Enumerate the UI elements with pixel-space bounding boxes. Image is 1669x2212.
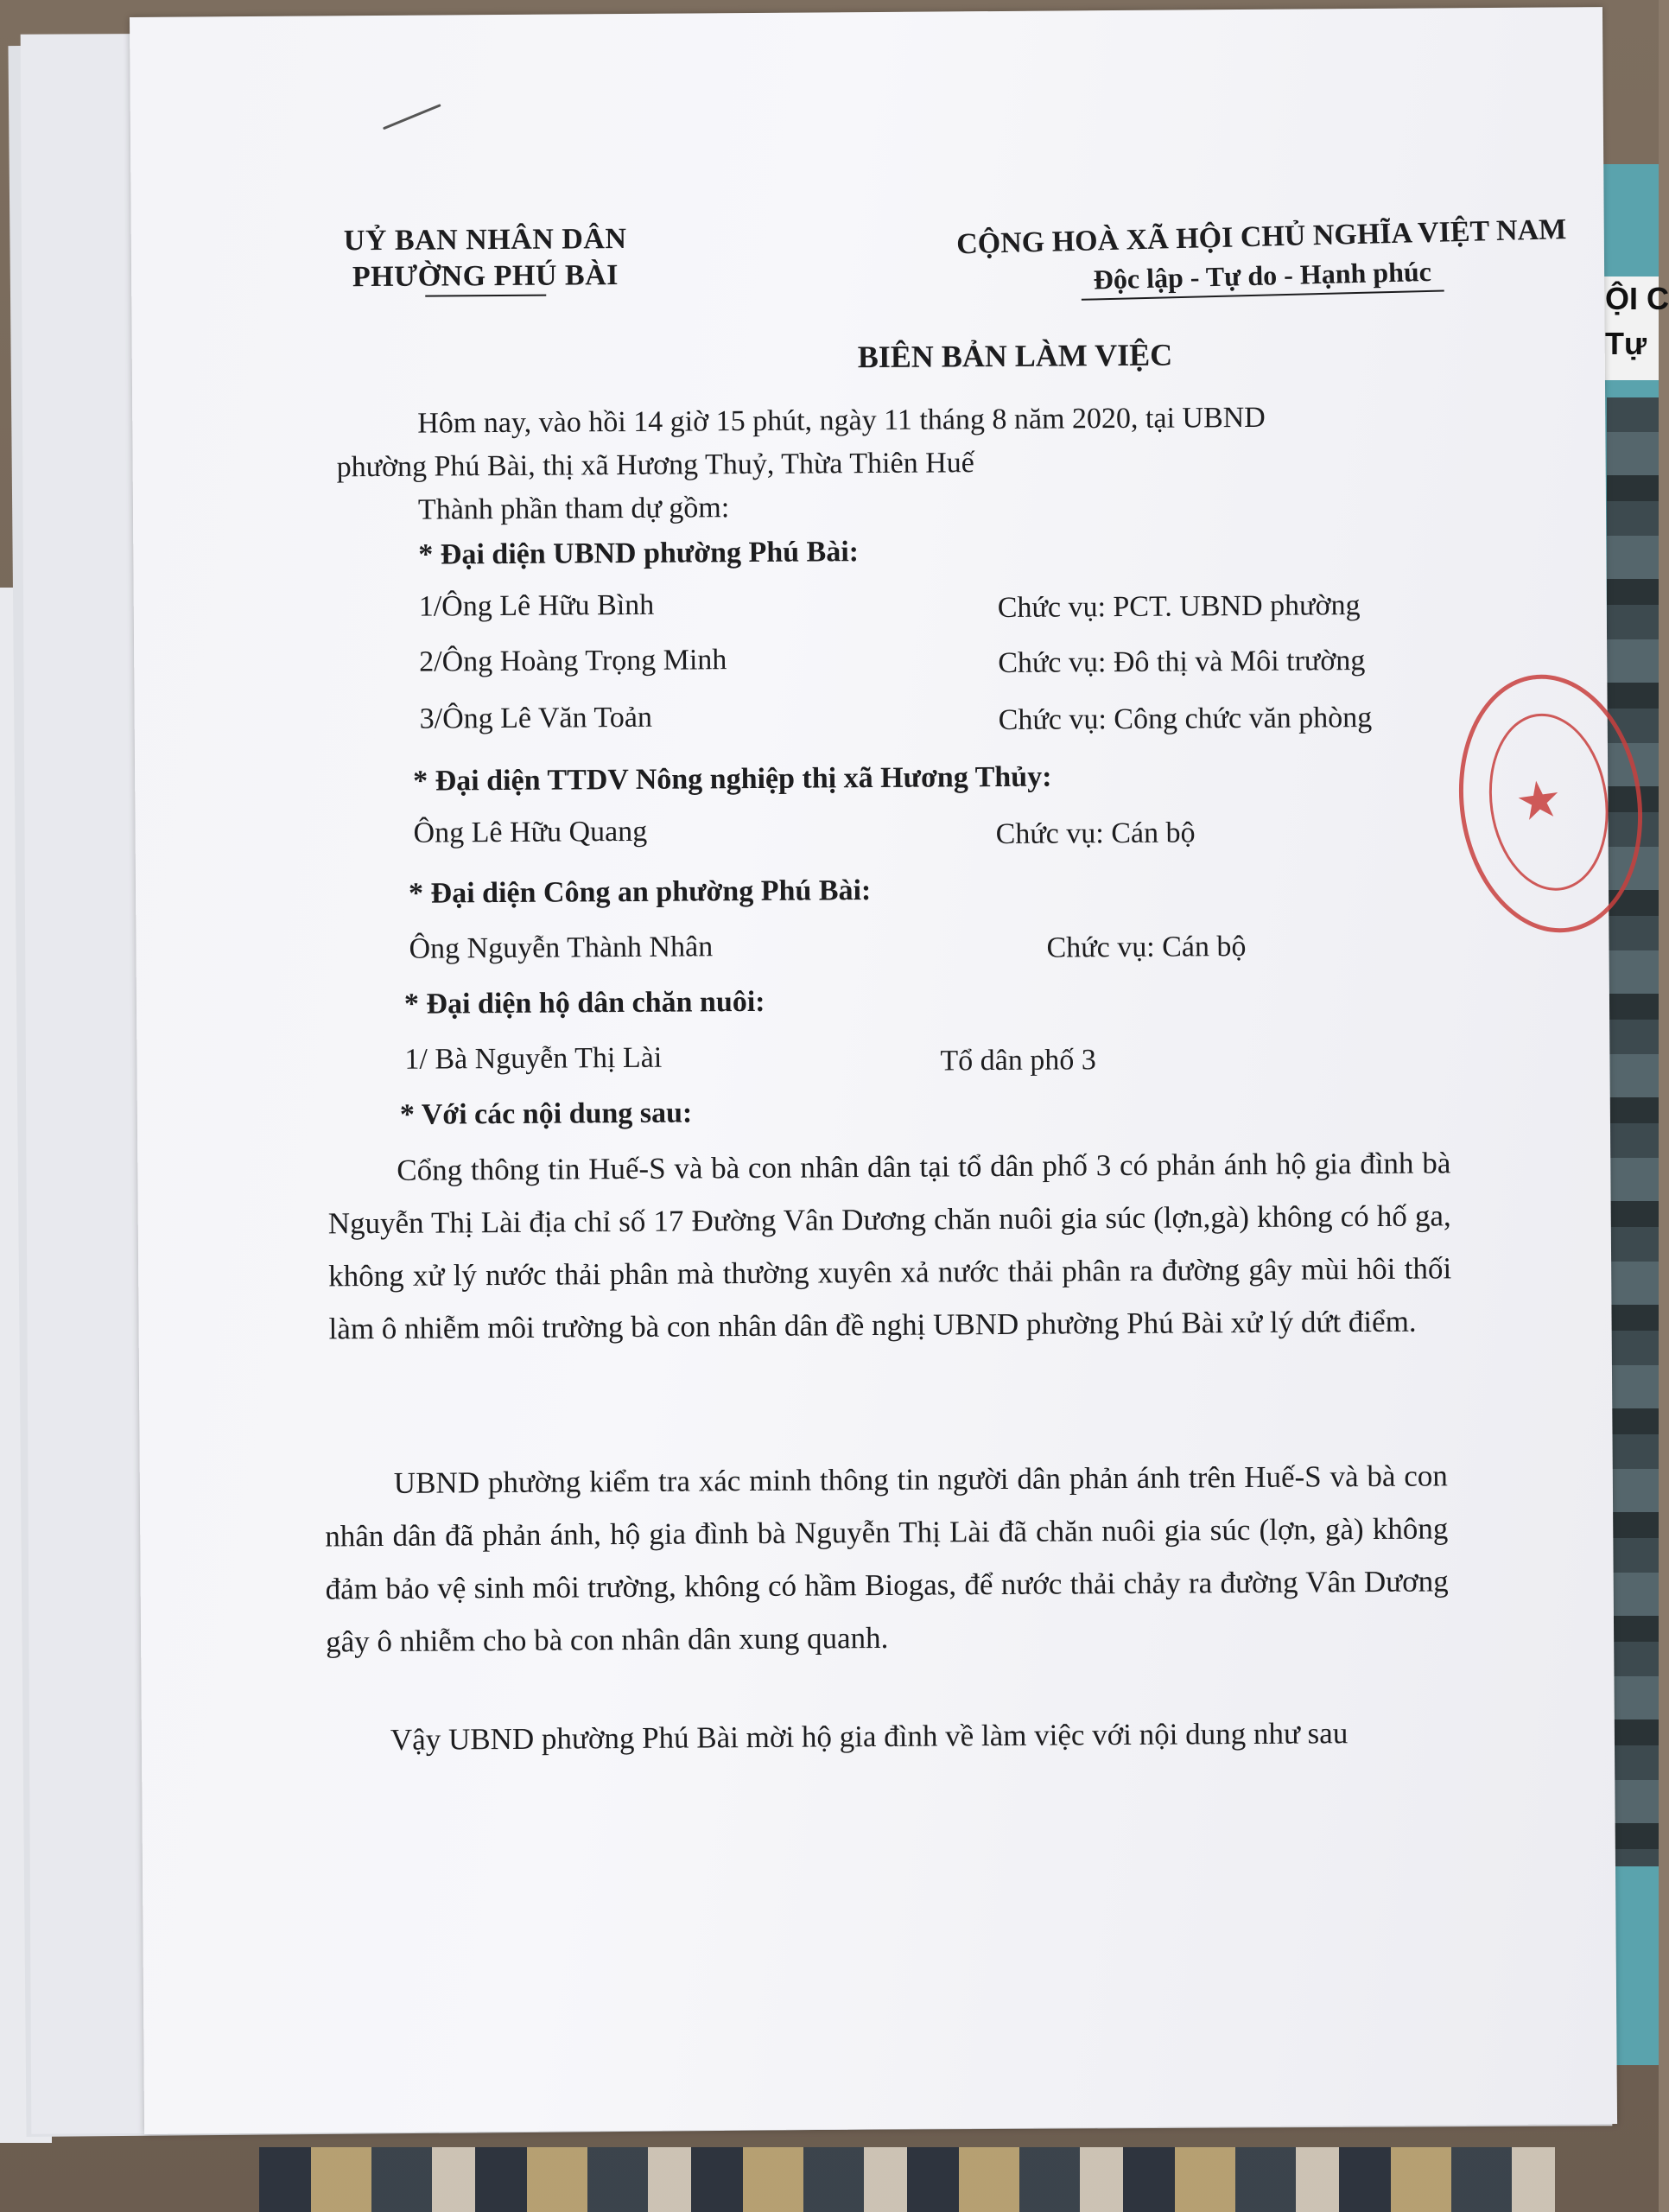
body-paragraph-2: UBND phường kiểm tra xác minh thông tin người dân phản ánh trên Huế-S và bà con nhân dân đã phản ánh, hộ gia đình bà Nguyễn Thị Lài đã chăn nuôi gia súc (lợn, gà) không đảm bảo vệ sinh môi trường, không có hầm Biogas, để nước thải chảy ra đường Vân Dương gây ô nhiễm cho bà con nhân dân xung quanh. xyxy=(325,1459,1449,1659)
member-role: Chức vụ: Cán bộ xyxy=(995,817,1196,851)
intro-line-1: Hôm nay, vào hồi 14 giờ 15 phút, ngày 11 tháng 8 năm 2020, tại UBND xyxy=(417,401,1266,440)
member-role: Chức vụ: Đô thị và Môi trường xyxy=(998,645,1366,679)
document-title: BIÊN BẢN LÀM VIỆC xyxy=(857,337,1173,375)
member-name: Ông Lê Hữu Quang xyxy=(413,815,648,849)
section-heading-noidung: * Với các nội dung sau: xyxy=(399,1096,693,1131)
issuing-authority: UỶ BAN NHÂN DÂN PHƯỜNG PHÚ BÀI xyxy=(344,221,627,297)
member-name: 2/Ông Hoàng Trọng Minh xyxy=(419,644,727,678)
member-role: Chức vụ: Công chức văn phòng xyxy=(998,701,1373,736)
body-paragraph-1: Cổng thông tin Huế-S và bà con nhân dân tại tổ dân phố 3 có phản ánh hộ gia đình bà Nguyễn Thị Lài địa chỉ số 17 Đường Vân Dương chăn nuôi gia súc (lợn,gà) không có hố ga, không xử lý nước thải phân mà thường xuyên xả nước thải phân ra đường gây mùi hôi thối làm ô nhiễm môi trường bà con nhân dân đề nghị UBND phường Phú Bài xử lý dứt điểm. xyxy=(327,1146,1452,1346)
section-heading-congan: * Đại diện Công an phường Phú Bài: xyxy=(408,874,872,910)
member-name: 1/ Bà Nguyễn Thị Lài xyxy=(404,1041,663,1076)
intro-line-3: Thành phần tham dự gồm: xyxy=(417,492,730,526)
member-name: Ông Nguyễn Thành Nhân xyxy=(409,931,714,965)
staple xyxy=(383,104,441,130)
section-heading-ttdv: * Đại diện TTDV Nông nghiệp thị xã Hương Thủy: xyxy=(413,760,1052,798)
member-name: 3/Ông Lê Văn Toản xyxy=(419,701,653,735)
member-name: 1/Ông Lê Hữu Bình xyxy=(418,588,655,623)
intro-line-2: phường Phú Bài, thị xã Hương Thuỷ, Thừa Thiên Huế xyxy=(336,447,974,484)
desk-printed-material xyxy=(259,2147,1555,2212)
national-header: CỘNG HOÀ XÃ HỘI CHỦ NGHĨA VIỆT NAM Độc lập - Tự do - Hạnh phúc xyxy=(956,211,1568,303)
document-page xyxy=(130,7,1617,2134)
side-document-photo xyxy=(1607,397,1659,1866)
seal-star-icon: ★ xyxy=(1512,769,1566,833)
body-paragraph-3: Vậy UBND phường Phú Bài mời hộ gia đình về làm việc với nội dung như sau xyxy=(390,1716,1349,1757)
section-heading-ubnd: * Đại diện UBND phường Phú Bài: xyxy=(418,536,860,571)
side-document-text: ỘI C Tự xyxy=(1600,276,1659,380)
member-role: Chức vụ: PCT. UBND phường xyxy=(997,589,1361,625)
member-role: Chức vụ: Cán bộ xyxy=(1046,931,1247,964)
section-heading-hodan: * Đại diện hộ dân chăn nuôi: xyxy=(403,985,765,1020)
member-note: Tổ dân phố 3 xyxy=(940,1044,1096,1077)
